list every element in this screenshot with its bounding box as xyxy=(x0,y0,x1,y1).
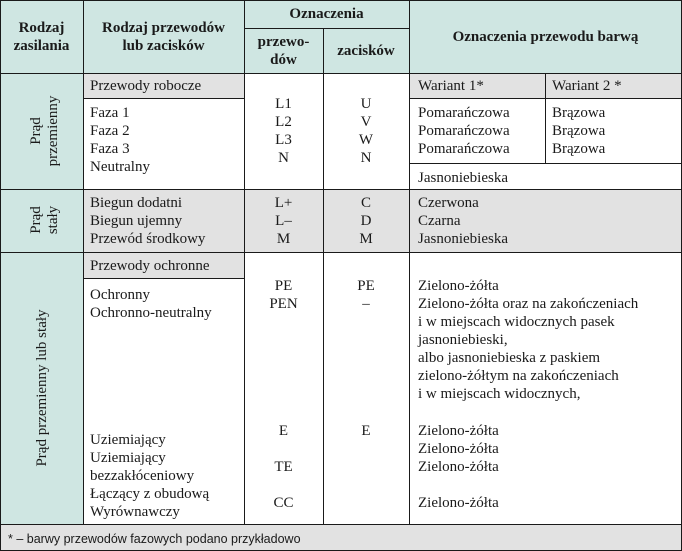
line-ac-bottom xyxy=(0,189,682,190)
line-dc-bottom xyxy=(0,252,682,253)
border-top xyxy=(0,0,682,1)
dc-label: Prąd stały xyxy=(28,205,61,235)
ac-terminal-codes: U V W N xyxy=(358,96,374,166)
line-protective-section xyxy=(83,278,244,279)
header-supply-type: Rodzaj zasilania xyxy=(13,19,70,54)
bonding-color: Zielono-żółta xyxy=(418,495,499,511)
header-wires: przewo- dów xyxy=(257,33,310,68)
wire-code-cc: CC xyxy=(273,495,294,511)
protective-names: Ochronny Ochronno-neutralny xyxy=(90,287,212,321)
both-label: Prąd przemienny lub stały xyxy=(34,309,50,467)
footnote: * – barwy przewodów fazowych podano przykładowo xyxy=(8,532,301,546)
line-variant-split xyxy=(545,73,546,163)
ac-neutral-color: Jasnoniebieska xyxy=(418,170,508,186)
wire-code-e: E xyxy=(278,423,289,439)
ac-variant2-colors: Brązowa Brązowa Brązowa xyxy=(552,105,606,157)
line-ac-section xyxy=(83,98,244,99)
ac-label: Prąd przemienny xyxy=(28,95,61,167)
variant-2-header: Wariant 2 * xyxy=(552,78,622,94)
earthing-names: Uziemiający Uziemiający bezzakłóceniowy Łączący z obudową Wyrównawczy xyxy=(90,432,210,520)
ac-variant1-colors: Pomarańczowa Pomarańczowa Pomarańczowa xyxy=(418,105,510,157)
dc-names: Biegun dodatni Biegun ujemny Przewód środkowy xyxy=(90,195,206,247)
wire-code-te: TE xyxy=(274,459,293,475)
line-neutral xyxy=(409,163,682,164)
dc-colors: Czerwona Czarna Jasnoniebieska xyxy=(418,195,508,247)
dc-wire-codes: L+ L– M xyxy=(274,195,293,247)
variant-1-header: Wariant 1* xyxy=(418,78,484,94)
dc-terminal-codes: C D M xyxy=(359,195,373,247)
both-section-title: Przewody ochronne xyxy=(90,258,210,274)
protective-colors: Zielono-żółta Zielono-żółta oraz na zakończeniach i w miejscach widocznych pasek jasnoniebieski, albo jasnoniebieska z paskiem zielono-żółtym na zakończeniach i w miejscach widocznych, xyxy=(418,278,639,402)
ac-section-title: Przewody robocze xyxy=(90,78,202,94)
header-wire-type: Rodzaj przewodów lub zacisków xyxy=(102,19,225,54)
line-col1 xyxy=(83,0,84,524)
line-table-bottom xyxy=(0,524,682,525)
terminal-code-e: E xyxy=(361,423,371,439)
header-terminals: zacisków xyxy=(337,42,395,59)
line-col4 xyxy=(409,0,410,524)
line-header-bottom xyxy=(0,73,682,74)
line-col2 xyxy=(244,0,245,524)
header-designations: Oznaczenia xyxy=(289,6,364,22)
protective-terminal-codes: PE – xyxy=(357,278,375,312)
protective-wire-codes: PE PEN xyxy=(269,278,298,312)
header-color-designation: Oznaczenia przewodu barwą xyxy=(452,28,639,45)
line-col3 xyxy=(323,28,324,524)
ac-names: Faza 1 Faza 2 Faza 3 Neutralny xyxy=(90,105,150,175)
line-header-sub xyxy=(244,28,409,29)
earthing-colors: Zielono-żółta Zielono-żółta Zielono-żółta xyxy=(418,423,499,475)
ac-wire-codes: L1 L2 L3 N xyxy=(275,96,292,166)
border-left xyxy=(0,0,1,551)
